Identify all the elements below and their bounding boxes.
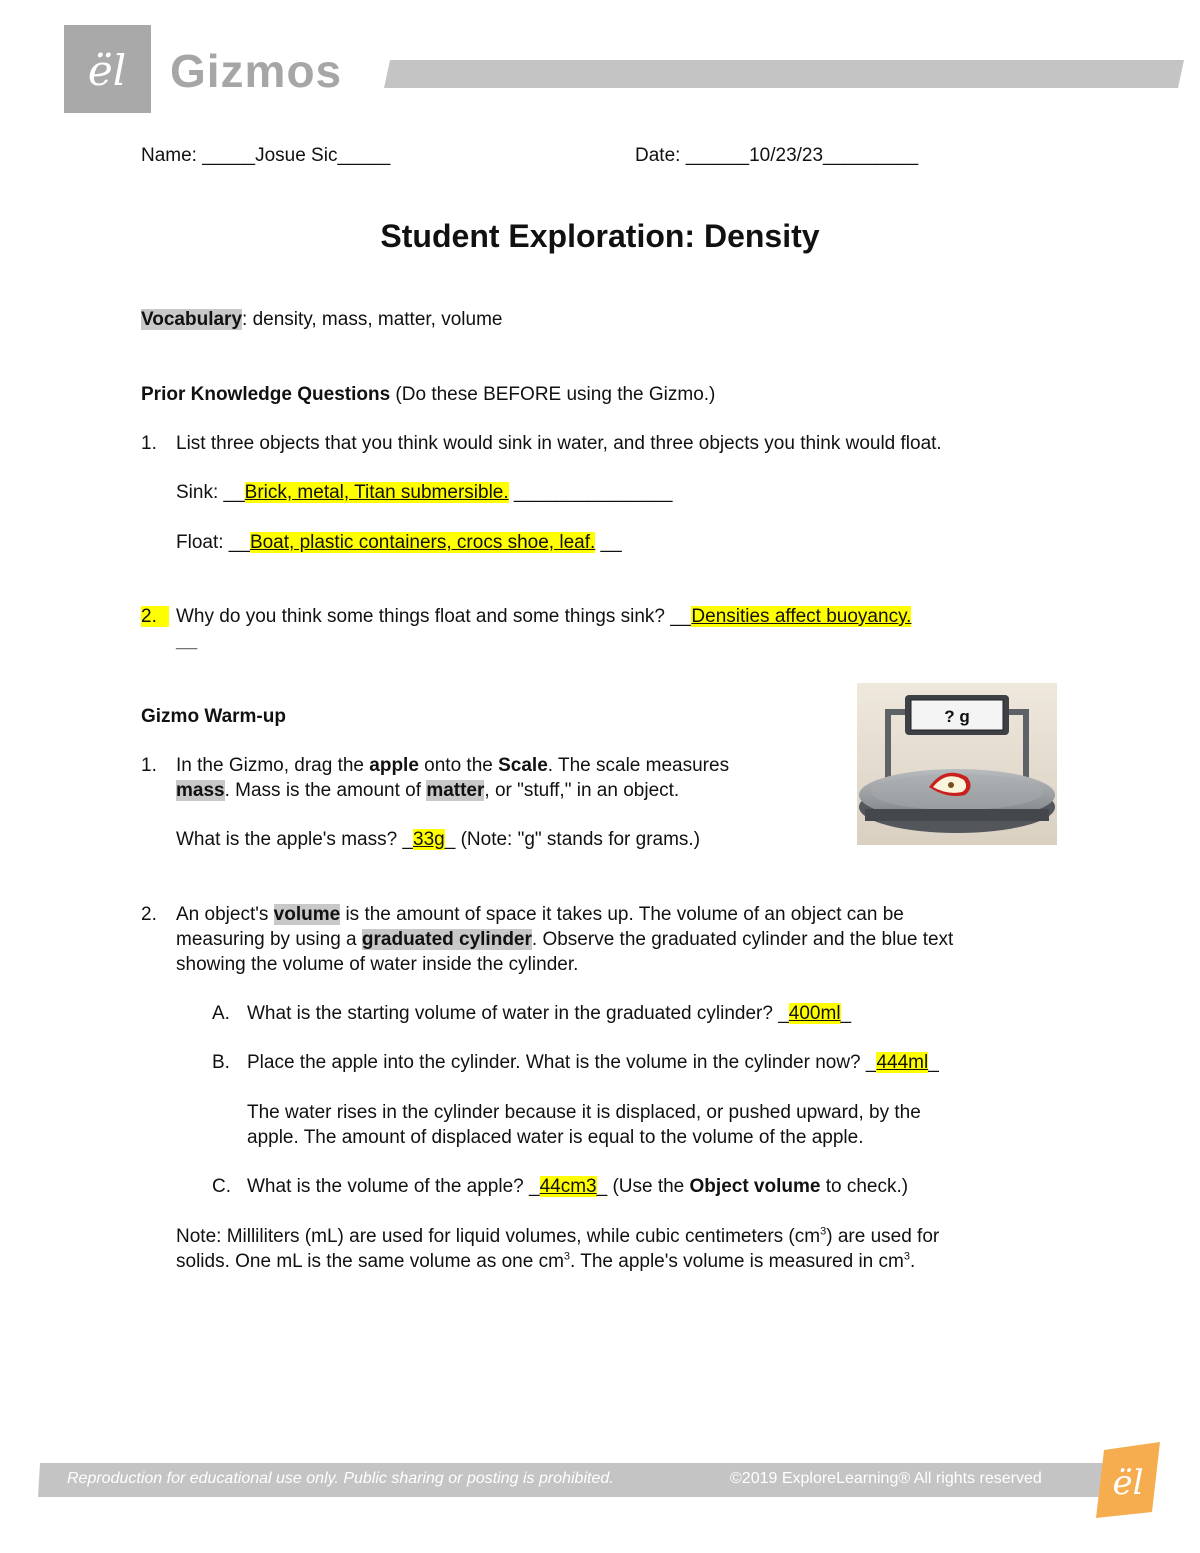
question-number: 1. <box>141 755 157 776</box>
header-bar <box>384 60 1184 88</box>
graduated-cylinder-term: graduated cylinder <box>361 929 532 950</box>
warmup-q2-line1 <box>176 904 904 926</box>
text: to check.) <box>820 1176 909 1197</box>
text: . The apple's volume is measured in cm <box>570 1251 904 1272</box>
prior-heading-note: (Do these BEFORE using the Gizmo.) <box>390 384 716 405</box>
apple-mass-question <box>176 829 700 851</box>
text: _ <box>840 1003 852 1024</box>
note-line1 <box>176 1226 939 1248</box>
sink-answer: Brick, metal, Titan submersible. <box>244 482 509 503</box>
footer-disclaimer: Reproduction for educational use only. Public sharing or posting is prohibited. <box>67 1470 614 1487</box>
date-field: Date: ______10/23/23_________ <box>635 145 919 166</box>
superscript: 3 <box>903 1250 910 1263</box>
vocabulary-terms: : density, mass, matter, volume <box>242 309 503 330</box>
text: An object's <box>176 904 274 925</box>
text: Place the apple into the cylinder. What is the volume in the cylinder now? _ <box>247 1052 877 1073</box>
sub-a-text <box>247 1003 851 1025</box>
prior-heading-text: Prior Knowledge Questions <box>141 384 391 405</box>
q2-tail: __ <box>176 631 198 652</box>
sub-question-a <box>212 1003 852 1025</box>
text: , or "stuff," in an object. <box>484 780 680 801</box>
q2-text-wrap <box>176 606 911 628</box>
footer-copyright: ©2019 ExploreLearning® All rights reserved <box>730 1470 1042 1487</box>
apple-term: apple <box>369 755 419 776</box>
prior-knowledge-heading <box>141 384 715 406</box>
note-line2 <box>176 1251 915 1273</box>
displacement-explanation-2: apple. The amount of displaced water is equal to the volume of the apple. <box>247 1127 864 1148</box>
text: Note: Milliliters (mL) are used for liquid volumes, while cubic centimeters (cm <box>176 1226 821 1247</box>
float-tail: __ <box>595 532 622 553</box>
prior-q2 <box>141 606 912 628</box>
scale-image <box>857 683 1057 845</box>
question-number: 1. <box>141 433 157 454</box>
page-title: Student Exploration: Density <box>380 218 820 254</box>
vocabulary-label: Vocabulary <box>141 309 243 330</box>
mass-term: mass <box>176 780 225 801</box>
text: _ (Note: "g" stands for grams.) <box>444 829 701 850</box>
text: solids. One mL is the same volume as one cm <box>176 1251 564 1272</box>
warmup-q1 <box>141 755 730 777</box>
svg-text:ël: ël <box>87 46 127 95</box>
sink-label: Sink: __ <box>176 482 245 503</box>
sink-answer-line <box>176 482 672 504</box>
svg-text:ël: ël <box>1112 1463 1144 1503</box>
starting-volume-answer: 400ml <box>788 1003 841 1024</box>
text: ) are used for <box>826 1226 940 1247</box>
sub-question-b <box>212 1052 939 1074</box>
warmup-q1-line1 <box>176 755 729 777</box>
object-volume-term: Object volume <box>689 1176 821 1197</box>
sub-letter: B. <box>212 1052 230 1073</box>
apple-volume-answer: 44cm3 <box>539 1176 597 1197</box>
warmup-q1-line2 <box>176 780 679 802</box>
text: What is the apple's mass? _ <box>176 829 414 850</box>
text: . Mass is the amount of <box>224 780 427 801</box>
warmup-q2-line2 <box>176 929 953 951</box>
text: . The scale measures <box>547 755 730 776</box>
text: measuring by using a <box>176 929 362 950</box>
matter-term: matter <box>426 780 485 801</box>
text: What is the starting volume of water in the graduated cylinder? _ <box>247 1003 789 1024</box>
new-volume-answer: 444ml <box>876 1052 929 1073</box>
scale-readout: ? g <box>944 707 970 726</box>
text: What is the volume of the apple? _ <box>247 1176 540 1197</box>
text: In the Gizmo, drag the <box>176 755 370 776</box>
scale-term: Scale <box>498 755 548 776</box>
text: is the amount of space it takes up. The volume of an object can be <box>340 904 904 925</box>
warmup-heading: Gizmo Warm-up <box>141 706 286 727</box>
float-answer: Boat, plastic containers, crocs shoe, leaf. <box>249 532 596 553</box>
warmup-q2 <box>141 904 904 926</box>
q2-answer: Densities affect buoyancy. <box>691 606 912 627</box>
text: . <box>909 1251 916 1272</box>
warmup-q2-line3: showing the volume of water inside the cylinder. <box>176 954 579 975</box>
text: _ <box>928 1052 939 1073</box>
question-number: 2. <box>141 904 157 925</box>
name-field: Name: _____Josue Sic_____ <box>141 145 391 166</box>
volume-term: volume <box>273 904 341 925</box>
float-label: Float: __ <box>176 532 250 553</box>
prior-q1 <box>141 433 942 455</box>
footer-el-logo-icon <box>1086 1440 1166 1520</box>
question-text: List three objects that you think would sink in water, and three objects you think would float. <box>176 433 942 454</box>
question-text: Why do you think some things float and some things sink? __ <box>176 606 692 627</box>
text: . Observe the graduated cylinder and the blue text <box>531 929 954 950</box>
sub-letter: A. <box>212 1003 230 1024</box>
sub-b-text <box>247 1052 939 1074</box>
explorelearning-logo <box>64 25 151 113</box>
sink-tail: _______________ <box>508 482 673 503</box>
gizmos-brand: Gizmos <box>170 45 343 97</box>
text: _ (Use the <box>596 1176 690 1197</box>
superscript: 3 <box>820 1225 827 1238</box>
el-logo-icon <box>64 25 151 113</box>
sub-letter: C. <box>212 1176 231 1197</box>
question-number: 2. <box>141 606 169 627</box>
sub-question-c <box>212 1176 909 1198</box>
superscript: 3 <box>563 1250 571 1263</box>
apple-mass-answer: 33g <box>413 829 445 850</box>
vocabulary-line <box>141 309 503 331</box>
float-answer-line <box>176 532 622 554</box>
text: onto the <box>418 755 499 776</box>
sub-c-text <box>247 1176 908 1198</box>
displacement-explanation-1: The water rises in the cylinder because it is displaced, or pushed upward, by the <box>247 1102 921 1123</box>
